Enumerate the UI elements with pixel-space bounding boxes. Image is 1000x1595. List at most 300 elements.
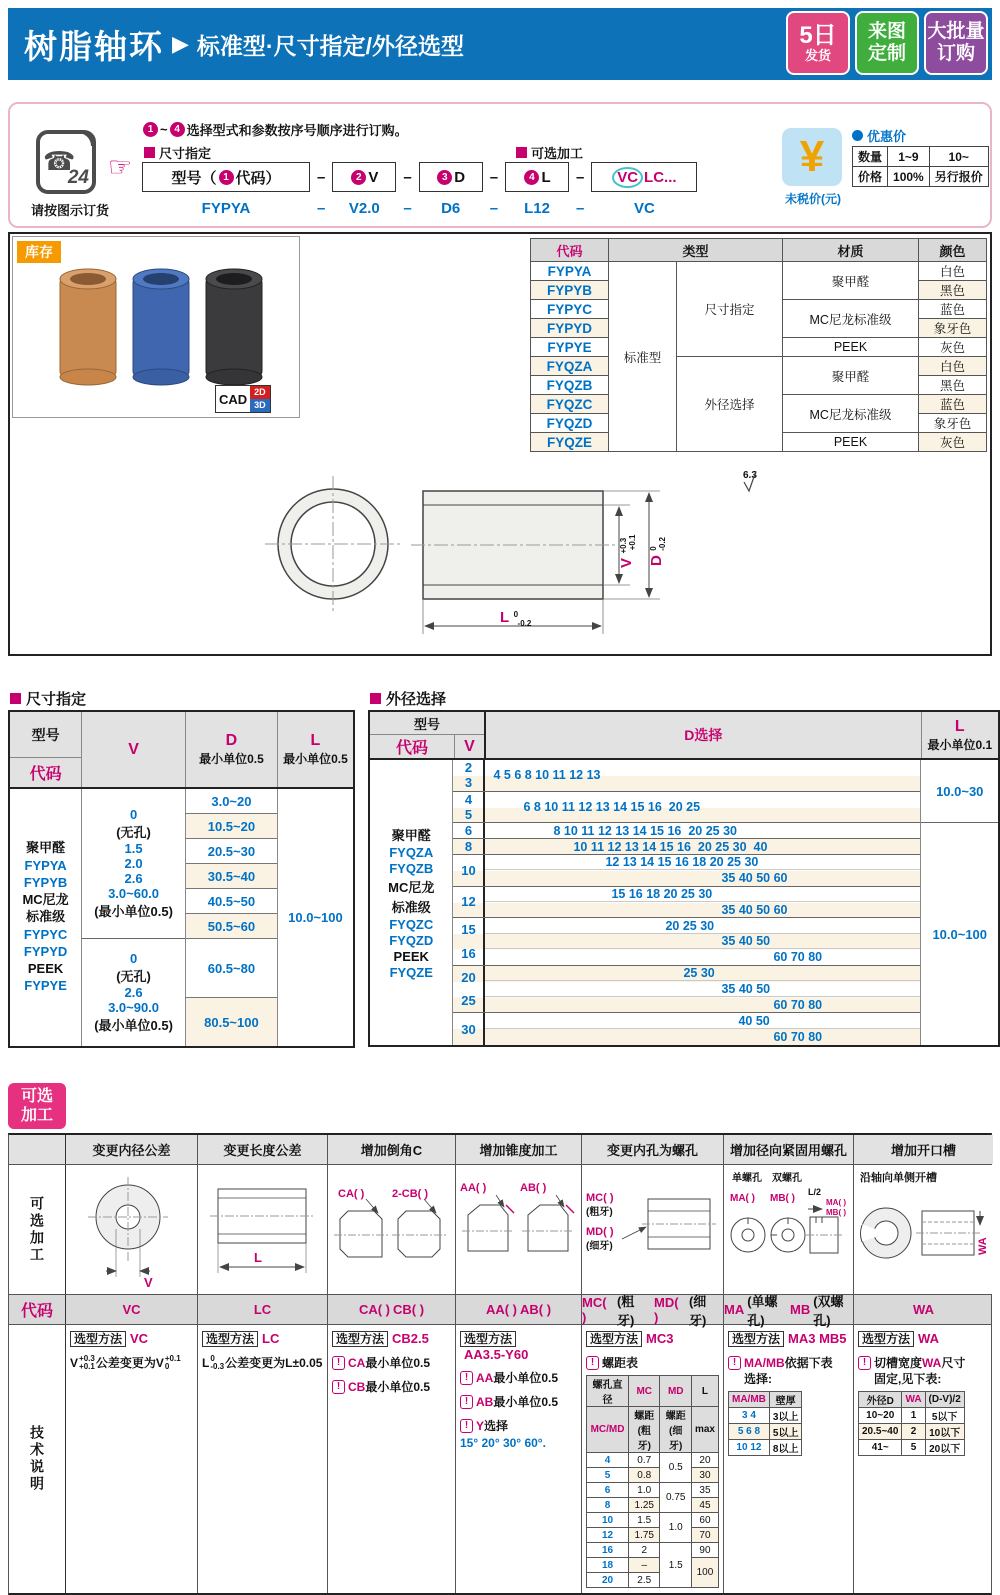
pitch-cell: 0.75 — [660, 1483, 691, 1513]
pitch-cell: 12 — [587, 1528, 629, 1543]
table-row — [859, 1440, 965, 1456]
table-row — [587, 1543, 719, 1558]
arrow-icon: ▶ — [172, 31, 189, 56]
svg-text:V +0.3 +0.1: V $^{+0.3}$ +0.1 — [618, 534, 637, 568]
pitch-cell: 60 — [691, 1513, 718, 1528]
part-code-link[interactable]: FYQZD — [389, 932, 434, 948]
option-code: LC — [253, 1302, 272, 1317]
d-range: 60.5~80 — [207, 960, 256, 976]
option-code: MA — [724, 1302, 745, 1317]
d-values-line: 35 40 50 — [485, 981, 920, 997]
pitch-cell: 100 — [691, 1558, 718, 1588]
v-values — [453, 855, 483, 886]
material-label: 标准级 — [26, 909, 66, 925]
page-subtitle: 标准型·尺寸指定/外径选型 — [196, 32, 464, 59]
model-code-box[interactable]: 型号（ 1 代码） — [142, 162, 310, 192]
part-code-link[interactable]: FYPYC — [531, 300, 609, 319]
mini-header: 壁厚 — [769, 1392, 802, 1408]
pitch-cell: 5 — [587, 1468, 629, 1483]
d-values-line: 20 25 30 — [485, 918, 920, 934]
pitch-cell: 10 — [587, 1513, 629, 1528]
table-row — [587, 1498, 719, 1513]
price-cell: 100% — [888, 167, 930, 187]
option-code: VC — [122, 1302, 141, 1317]
service-badges — [786, 11, 988, 75]
color-cell: 蓝色 — [919, 395, 987, 414]
color-cell: 黑色 — [919, 376, 987, 395]
part-code-link[interactable]: FYQZC — [531, 395, 609, 414]
note-icon — [586, 1356, 599, 1370]
svg-text:L: L — [254, 1250, 262, 1265]
step-2-icon: 2 — [351, 170, 366, 185]
v-value: 8 — [464, 839, 473, 855]
product-overview-panel — [8, 232, 992, 656]
note-code: AB — [476, 1395, 494, 1410]
v-value: (无孔) — [116, 825, 151, 840]
mini-cell: 3以上 — [769, 1408, 802, 1424]
note-code: CB — [348, 1380, 366, 1395]
note-code: AA — [476, 1371, 494, 1385]
type-cell: 外径选择 — [677, 357, 783, 452]
option-code: MC( ) — [582, 1294, 607, 1325]
part-code-link[interactable]: FYQZE — [531, 433, 609, 452]
material-label: PEEK — [393, 948, 429, 964]
d-values-line: 15 16 18 20 25 30 — [485, 887, 920, 902]
mini-cell: 1 — [902, 1408, 925, 1424]
d-range: 10.5~20 — [207, 818, 256, 834]
note-icon — [460, 1419, 473, 1433]
tech-note — [332, 1355, 451, 1371]
d-lines — [483, 887, 920, 918]
magenta-square-icon — [10, 693, 21, 704]
od-group-row — [453, 760, 920, 792]
svg-text:MB( ): MB( ) — [826, 1208, 846, 1217]
od-selection-table: 型号 代码 V D选择 L 最小单位0.1 聚甲醛 FYQZA FYQZB MC尼龙 标准级 FYQZC FYQZD PEEK FYQZE 2 3 4 5 6 8 10 11 12 13 4 5 6 8 10 11 12 13 14 15 16 20 25 6 8 10 11 12 13 14 15 16 20 25 30 8 10 11 12 13 14 15 16 20 25 30 40 10 12 13 14 15 16 18 20 25 30 35 40 50 60 12 15 16 18 20 25 30 35 40 50 60 15 16 20 25 30 35 40 50 60 70 80 20 25 25 30 35 40 50 60 70 80 30 40 50 60 70 80 10.0~30 10.0~100 — [368, 710, 1000, 1047]
pitch-cell: 18 — [587, 1558, 629, 1573]
mini-cell: 5以上 — [769, 1424, 802, 1440]
tech-note — [460, 1370, 577, 1386]
cad-badge[interactable]: CAD 2D 3D — [215, 385, 271, 413]
table-row — [587, 1483, 719, 1498]
mini-cell: 10~20 — [859, 1408, 902, 1424]
svg-text:(细牙): (细牙) — [586, 1241, 613, 1252]
diagram-tapped-bore — [582, 1165, 724, 1294]
note-code: Y — [476, 1419, 485, 1434]
spec-section-label: 尺寸指定 — [144, 143, 211, 162]
note-text: 最小单位0.5 — [493, 1371, 559, 1385]
table-row — [729, 1440, 802, 1456]
table-row — [729, 1408, 802, 1424]
d-range: 40.5~50 — [207, 893, 256, 909]
table-row — [531, 262, 987, 281]
bullet-icon — [852, 130, 863, 141]
tech-note — [460, 1418, 577, 1450]
note-icon — [858, 1356, 871, 1370]
option-code: CA( ) — [358, 1302, 390, 1317]
phone-caption: 请按图示订货 — [30, 203, 109, 218]
v-values — [453, 1013, 483, 1045]
pitch-cell: 90 — [691, 1543, 718, 1558]
v-value: 2.6 — [124, 985, 143, 1000]
tech-chamfer: 选型方法 CB2.5 ! CA 最小单位0.5 ! CB 最小单位0.5 — [328, 1325, 456, 1593]
d-dim-box[interactable]: 3 D — [419, 162, 483, 192]
d-range: 80.5~100 — [204, 1014, 259, 1030]
svg-text:单螺孔: 单螺孔 — [732, 1173, 762, 1184]
d-values-line: 35 40 50 — [485, 934, 920, 950]
pitch-cell: 1.0 — [629, 1483, 660, 1498]
pitch-cell: 1.0 — [660, 1513, 691, 1543]
color-cell: 黑色 — [919, 281, 987, 300]
svg-text:双螺孔: 双螺孔 — [772, 1173, 802, 1184]
color-cell: 灰色 — [919, 338, 987, 357]
v-value: 3 — [464, 775, 473, 791]
pitch-cell: 0.8 — [629, 1468, 660, 1483]
v-value: (最小单位0.5) — [94, 904, 173, 919]
diagram-chamfer — [328, 1165, 456, 1294]
d-range-cell — [186, 789, 277, 814]
table-row — [587, 1453, 719, 1468]
material-label: 标准级 — [391, 899, 431, 915]
tech-taper: 选型方法AA3.5-Y60 ! AA 最小单位0.5 ! AB 最小单位0.5 ! Y 选择 15° 20° 30° 60°. — [456, 1325, 582, 1593]
d-lines — [483, 966, 920, 1013]
note-icon — [728, 1356, 741, 1370]
note-text: 最小单位0.5 — [365, 1356, 431, 1370]
svg-text:MA( ): MA( ) — [826, 1198, 846, 1207]
svg-text:L 0 -0.2: L $^0$ -0.2 — [500, 609, 532, 628]
d-lines — [483, 839, 920, 854]
d-values-line: 60 70 80 — [773, 950, 823, 965]
slot-width-table — [858, 1391, 965, 1456]
d-range-cell — [186, 839, 277, 864]
table-row — [587, 1513, 719, 1528]
note-code: CA — [348, 1356, 366, 1370]
mini-header: MA/MB — [729, 1392, 770, 1408]
pitch-cell: 0.7 — [629, 1453, 660, 1468]
pitch-cell: 45 — [691, 1498, 718, 1513]
option-code: AA( ) — [485, 1302, 517, 1317]
badge-bulk-order: 大批量 订购 — [924, 11, 988, 75]
tech-slot: 选型方法 WA ! 切槽宽度 WA 尺寸 固定,见下表: 外径D WA (D-V)/2 10~20 1 5以下 20.5~40 2 10以下 41~ 5 20以下 — [854, 1325, 993, 1593]
d-values-line: 10 11 12 13 14 15 16 20 25 30 40 — [573, 839, 768, 854]
part-code-link[interactable]: FYPYA — [24, 857, 67, 873]
mini-cell: 20以下 — [925, 1440, 964, 1456]
table-row — [729, 1392, 802, 1408]
angle-options: 15° 20° 30° 60°. — [460, 1435, 546, 1450]
od-group-row — [453, 792, 920, 824]
part-number-builder: 型号（ 1 代码） – 2 V – 3 D – 4 L – VC LC... — [142, 162, 697, 192]
price-cell: 价格 — [853, 167, 888, 187]
material-cell: PEEK — [783, 433, 919, 452]
yen-price-icon: ¥ — [782, 128, 842, 186]
pitch-cell: 0.5 — [660, 1453, 691, 1483]
pointing-finger-icon: ☞ — [108, 152, 133, 182]
d-range: 20.5~30 — [207, 843, 256, 859]
v-value: 0 — [129, 807, 138, 822]
v-values — [453, 760, 483, 791]
color-cell: 白色 — [919, 262, 987, 281]
part-code-link[interactable]: FYQZB — [389, 860, 434, 876]
part-code-link[interactable]: FYPYD — [531, 319, 609, 338]
v-value: 30 — [461, 1021, 476, 1037]
d-lines — [483, 918, 920, 965]
l-dim-box[interactable]: 4 L — [505, 162, 569, 192]
magenta-square-icon — [144, 147, 155, 158]
pitch-cell: 20 — [587, 1573, 629, 1588]
table-row — [853, 147, 989, 167]
pitch-header: MC — [629, 1376, 660, 1407]
mini-cell: 5以下 — [925, 1408, 964, 1424]
option-code: (粗牙) — [616, 1293, 635, 1328]
d-values-line: 6 8 10 11 12 13 14 15 16 20 25 — [523, 799, 701, 814]
mini-cell: 2 — [902, 1424, 925, 1440]
svg-text:2-CB( ): 2-CB( ) — [392, 1188, 429, 1200]
optional-section-label: 可选加工 — [516, 143, 583, 162]
v-value: 3.0~60.0 — [108, 886, 160, 901]
table-row — [729, 1424, 802, 1440]
mini-cell: 41~ — [859, 1440, 902, 1456]
pitch-header: MD — [660, 1376, 691, 1407]
step-4-icon: 4 — [170, 122, 185, 137]
d-lines — [483, 1013, 920, 1045]
v-value: (最小单位0.5) — [94, 1018, 173, 1033]
type-cell: 尺寸指定 — [677, 262, 783, 357]
stock-badge: 库存 — [17, 241, 61, 263]
mini-header: WA — [902, 1392, 925, 1408]
tech-tapped: 选型方法 MC3 ! 螺距表 螺孔直径 MC MD L MC/MD 螺距(粗牙) 螺距(细牙) max 4 0.7 0.5 20 5 0.8 30 6 1.0 0.75 35 8 1.25 45 10 1.5 1.0 60 12 1.75 70 16 2 1.5 90 18 – 100 20 2.5 — [582, 1325, 724, 1593]
optional-code-box[interactable] — [591, 162, 697, 192]
v-values — [453, 823, 483, 838]
v-value: 10 — [461, 862, 476, 878]
step-4-icon: 4 — [524, 170, 539, 185]
tech-note — [332, 1379, 451, 1395]
pitch-header: L — [691, 1376, 718, 1407]
material-label: 聚甲醛 — [26, 840, 66, 856]
pitch-cell: – — [629, 1558, 660, 1573]
part-code-link[interactable]: FYQZA — [389, 844, 434, 860]
cad-2d-label: 2D — [250, 386, 270, 399]
pitch-cell: 30 — [691, 1468, 718, 1483]
diagram-length-tolerance — [198, 1165, 328, 1294]
d-values-line: 40 50 — [485, 1013, 920, 1029]
part-code-link[interactable]: FYPYE — [531, 338, 609, 357]
note-text: 最小单位0.5 — [493, 1395, 559, 1410]
pitch-cell: 16 — [587, 1543, 629, 1558]
technical-drawing — [248, 456, 788, 656]
color-cell: 白色 — [919, 357, 987, 376]
mini-cell: 10以下 — [925, 1424, 964, 1440]
pitch-cell: 1.5 — [660, 1543, 691, 1588]
material-label: PEEK — [27, 961, 64, 977]
part-code-link[interactable]: FYQZE — [389, 964, 433, 980]
product-photo — [12, 236, 300, 418]
part-code-link[interactable]: FYPYD — [23, 943, 68, 959]
d-range: 50.5~60 — [207, 918, 256, 934]
svg-text:L/2: L/2 — [808, 1187, 822, 1197]
badge-5day-shipping: 5日 发货 — [786, 11, 850, 75]
v-value: 0 — [129, 951, 138, 966]
step-3-icon: 3 — [437, 170, 452, 185]
lc-code: LC... — [644, 168, 677, 186]
untaxed-caption: 未税价(元) — [785, 192, 841, 206]
svg-text:6.3: 6.3 — [743, 470, 757, 481]
pitch-table — [586, 1375, 719, 1588]
part-code-link[interactable]: FYPYB — [531, 281, 609, 300]
d-range: 30.5~40 — [207, 868, 256, 884]
price-cell: 数量 — [853, 147, 888, 167]
pitch-cell: 2 — [629, 1543, 660, 1558]
discount-price-label: 优惠价 — [852, 126, 906, 145]
vc-code: VC — [612, 167, 643, 188]
pitch-cell: 1.25 — [629, 1498, 660, 1513]
d-values-line: 35 40 50 60 — [721, 902, 788, 917]
v-value: 1.5 — [124, 841, 143, 856]
diagram-bore-tolerance — [66, 1165, 198, 1294]
svg-text:MA( ): MA( ) — [730, 1193, 755, 1204]
pitch-cell: 1.5 — [629, 1513, 660, 1528]
part-code-link[interactable]: FYPYA — [531, 262, 609, 281]
table-row — [853, 167, 989, 187]
table-row — [587, 1558, 719, 1573]
surface-finish-symbol — [743, 470, 757, 491]
v-value: (无孔) — [116, 969, 151, 984]
v-values — [453, 792, 483, 823]
svg-text:D 0 -0.2: D $^0$ -0.2 — [648, 537, 667, 566]
v-value: 16 — [461, 945, 476, 961]
v-values — [453, 966, 483, 1013]
part-code-link[interactable]: FYQZC — [389, 916, 434, 932]
diagram-slot: 沿轴向单侧开槽 WA — [854, 1165, 993, 1294]
mini-cell: 3 4 — [729, 1408, 770, 1424]
price-cell: 10~ — [929, 147, 988, 167]
table-row — [587, 1528, 719, 1543]
l-range-cell — [921, 823, 998, 1045]
v-cell — [82, 789, 185, 939]
pitch-cell: 2.5 — [629, 1573, 660, 1588]
od-group-row — [453, 823, 920, 839]
v-value: 25 — [461, 993, 476, 1009]
material-label: MC尼龙 — [22, 892, 69, 908]
note-icon — [332, 1356, 345, 1370]
option-code: MB — [790, 1302, 811, 1317]
pitch-cell: 35 — [691, 1483, 718, 1498]
part-code-link[interactable]: FYQZD — [531, 414, 609, 433]
option-code: MD( ) — [654, 1294, 679, 1325]
table-row — [587, 1468, 719, 1483]
step-1-icon: 1 — [143, 122, 158, 137]
pitch-cell: 1.75 — [629, 1528, 660, 1543]
option-code: (细牙) — [688, 1293, 707, 1328]
table-row — [587, 1407, 719, 1453]
mini-cell: 8以上 — [769, 1440, 802, 1456]
table-row — [587, 1376, 719, 1407]
step-1-icon: 1 — [219, 170, 234, 185]
mini-header: 外径D — [859, 1392, 902, 1408]
d-values-line: 60 70 80 — [773, 997, 823, 1012]
svg-text:(粗牙): (粗牙) — [586, 1207, 613, 1218]
od-group-row — [453, 918, 920, 966]
magenta-square-icon — [516, 147, 527, 158]
material-label: 聚甲醛 — [391, 827, 431, 843]
mini-cell: 10 12 — [729, 1440, 770, 1456]
table-row — [859, 1408, 965, 1424]
pitch-cell: 20 — [691, 1453, 718, 1468]
cad-3d-label: 3D — [250, 399, 270, 412]
pitch-header: 螺距(细牙) — [660, 1407, 691, 1453]
color-cell: 象牙色 — [919, 414, 987, 433]
d-lines — [483, 823, 920, 838]
v-value: 2 — [464, 760, 473, 776]
phone-24-icon: ☎ 24 — [36, 130, 96, 194]
v-value: 2.0 — [124, 856, 143, 871]
v-value: 12 — [461, 894, 476, 910]
page-header — [8, 8, 992, 80]
od-table-title: 外径选择 — [370, 688, 446, 709]
pitch-cell: 6 — [587, 1483, 629, 1498]
d-range-cell — [186, 998, 277, 1046]
v-value: 6 — [464, 823, 473, 839]
note-text: 选择 — [484, 1419, 509, 1434]
d-values-line: 60 70 80 — [773, 1030, 823, 1045]
d-lines — [483, 760, 920, 791]
pitch-cell: 70 — [691, 1528, 718, 1543]
magenta-square-icon — [370, 693, 381, 704]
material-label: MC尼龙 — [388, 879, 435, 895]
wall-thickness-table — [728, 1391, 802, 1456]
d-values-line: 4 5 6 8 10 11 12 13 — [493, 768, 601, 783]
l-range-cell — [921, 760, 998, 823]
spec-table-title: 尺寸指定 — [10, 688, 86, 709]
code-type-material-table: 代码 类型 材质 颜色 FYPYA 标准型 尺寸指定 聚甲醛 白色 FYPYB 黑色 FYPYC MC尼龙标准级 蓝色 FYPYD 象牙色 FYPYE PEEK 灰色 FYQZA 外径选择 聚甲醛 白色 FYQZB 黑色 FYQZC MC尼龙标准级 蓝色 FYQZD 象牙色 FYQZE PEEK 灰色 — [530, 238, 987, 452]
l-range: 10.0~100 — [932, 926, 988, 942]
tech-radial-tap: 选型方法 MA3 MB5 ! MA/MB 依据下表 选择: MA/MB 壁厚 3 4 3以上 5 6 8 5以上 10 12 8以上 — [724, 1325, 854, 1593]
option-code: WA — [913, 1302, 934, 1317]
svg-text:MB( ): MB( ) — [770, 1193, 795, 1204]
od-group-row — [453, 839, 920, 855]
d-range-cell — [186, 814, 277, 839]
v-values — [453, 887, 483, 918]
v-values — [453, 839, 483, 854]
pitch-cell: 4 — [587, 1453, 629, 1468]
spec-table: 型号 代码 V D 最小单位0.5 L 最小单位0.5 聚甲醛 FYPYA FYPYB MC尼龙 标准级 FYPYC FYPYD PEEK FYPYE 0 (无孔) 1.5 2.0 2.6 3.0~60.0 (最小单位0.5) 0 (无孔) 2.6 3.0~90.0 (最小单位0.5) 3.0~20 10.5~20 20.5~30 30.5~40 40.5~50 50.5~60 60.5~80 80.5~100 10.0~100 — [8, 710, 355, 1048]
table-row — [531, 357, 987, 376]
part-code-link[interactable]: FYQZB — [531, 376, 609, 395]
v-value: 15 — [461, 922, 476, 938]
svg-text:V: V — [144, 1275, 153, 1290]
optional-machining-badge: 可选 加工 — [8, 1083, 66, 1129]
d-lines — [483, 792, 920, 823]
svg-text:CA( ): CA( ) — [338, 1188, 365, 1200]
v-dim-box[interactable]: 2 V — [332, 162, 396, 192]
material-cell: 聚甲醛 — [783, 357, 919, 395]
part-code-link[interactable]: FYQZA — [531, 357, 609, 376]
svg-text:AA( ): AA( ) — [460, 1182, 487, 1194]
od-group-row — [453, 855, 920, 887]
note-text: 最小单位0.5 — [365, 1380, 431, 1395]
mini-header: (D-V)/2 — [925, 1392, 964, 1408]
pitch-header: max — [691, 1407, 718, 1453]
part-code-link[interactable]: FYPYE — [24, 978, 67, 994]
page-title: 树脂轴环 — [24, 27, 164, 65]
part-code-link[interactable]: FYPYB — [23, 874, 68, 890]
v-value: 3.0~90.0 — [108, 1000, 160, 1015]
svg-text:WA: WA — [977, 1237, 989, 1255]
material-cell: PEEK — [783, 338, 919, 357]
ordering-panel — [8, 102, 992, 228]
tech-lc: 选型方法 LC L 0 -0.3 公差变更为 L±0.05 — [198, 1325, 328, 1593]
part-code-link[interactable]: FYPYC — [23, 926, 68, 942]
example-part-number: FYPYA – V2.0 – D6 – L12 – VC — [201, 200, 655, 217]
mini-cell: 20.5~40 — [859, 1424, 902, 1440]
